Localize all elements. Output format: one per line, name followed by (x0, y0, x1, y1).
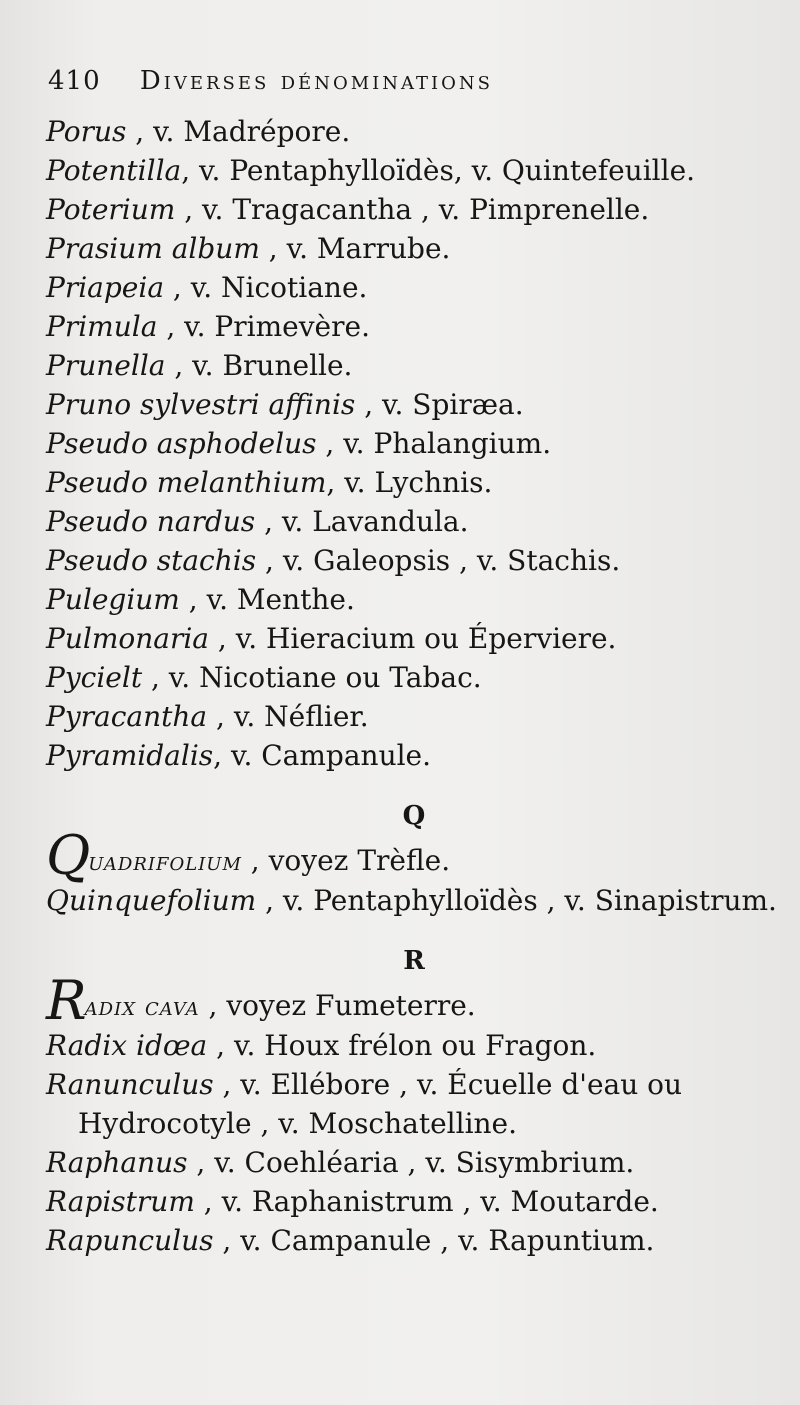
entries-r (46, 1026, 770, 1260)
entry-term: Pseudo stachis (46, 544, 257, 577)
entry-reference: v. Galeopsis , v. Stachis. (282, 544, 621, 577)
index-entry (46, 229, 770, 268)
entry-term: Priapeia (46, 271, 165, 304)
index-entry (46, 268, 770, 307)
index-entry (46, 190, 770, 229)
entry-separator: , (165, 349, 193, 382)
index-entry (46, 1221, 770, 1260)
entry-reference: v. Lychnis. (344, 466, 493, 499)
entry-term: Radix idœa (46, 1029, 208, 1062)
entry-term: Rapunculus (46, 1224, 214, 1257)
entry-separator: , (326, 466, 345, 499)
entries-q (46, 881, 777, 920)
entry-term: Porus (46, 115, 127, 148)
section-heading-q: Q (402, 801, 426, 831)
entry-separator: , (126, 115, 154, 148)
index-entry (46, 881, 777, 920)
entry-term: Pyramidalis (46, 739, 214, 772)
entry-reference: v. Coehléaria , v. Sisymbrium. (214, 1146, 635, 1179)
entry-separator: , (157, 310, 185, 343)
entry-separator: , (255, 505, 282, 538)
entry-separator: , (256, 544, 283, 577)
dropcap-entry-r (46, 969, 770, 1032)
entry-reference: v. Campanule. (230, 739, 432, 772)
entry-reference: v. Tragacantha , v. Pimprenelle. (202, 193, 650, 226)
entry-term: Pruno sylvestri affinis (46, 388, 356, 421)
index-entry (46, 658, 770, 697)
entry-separator: , (207, 700, 234, 733)
index-entry (46, 424, 770, 463)
entry-separator: , (259, 232, 287, 265)
entry-separator: , (213, 1224, 241, 1257)
entry-separator: , (181, 154, 200, 187)
entry-term: Pseudo nardus (46, 505, 256, 538)
page-number: 410 (48, 66, 101, 96)
entry-separator: , (213, 739, 231, 772)
entry-separator: , (213, 1068, 241, 1101)
entry-term: Pulmonaria (46, 622, 209, 655)
entry-separator: , (179, 583, 207, 616)
entry-reference: v. Hieracium ou Éperviere. (235, 622, 617, 655)
entry-separator: , (256, 884, 283, 917)
entry-reference: v. Madrépore. (153, 115, 351, 148)
entry-term: Raphanus (46, 1146, 188, 1179)
index-entry (46, 151, 770, 190)
index-entry (46, 541, 770, 580)
entries-p (46, 112, 770, 775)
entry-reference: v. Raphanistrum , v. Moutarde. (221, 1185, 659, 1218)
entry-separator: , (164, 271, 191, 304)
index-entry (46, 463, 770, 502)
dropcap-entry-text: , voyez Fumeterre. (199, 989, 476, 1022)
entry-separator: , (209, 622, 236, 655)
dropcap-letter: R (46, 969, 87, 1032)
index-entry (46, 736, 770, 775)
entry-separator: , (355, 388, 382, 421)
index-entry (46, 112, 770, 151)
index-entry (46, 502, 770, 541)
index-entry (46, 385, 770, 424)
entry-reference: v. Nicotiane. (190, 271, 368, 304)
entry-separator: , (207, 1029, 234, 1062)
entry-term: Poterium (46, 193, 176, 226)
entry-reference: v. Campanule , v. Rapuntium. (240, 1224, 655, 1257)
entry-term: Prasium album (46, 232, 260, 265)
dropcap-letter: Q (46, 824, 91, 887)
entry-term: Potentilla (46, 154, 182, 187)
entry-reference: v. Pentaphylloïdès, v. Quintefeuille. (199, 154, 696, 187)
index-entry (46, 346, 770, 385)
index-entry (46, 580, 770, 619)
entry-reference: v. Ellébore , v. Écuelle d'eau ou Hydrocotyle , v. Moschatelline. (78, 1068, 683, 1140)
index-entry (46, 1065, 770, 1143)
index-entry (46, 1143, 770, 1182)
entry-reference: v. Pentaphylloïdès , v. Sinapistrum. (282, 884, 777, 917)
entry-reference: v. Lavandula. (281, 505, 469, 538)
index-entry (46, 697, 770, 736)
index-entry (46, 619, 770, 658)
entry-term: Pulegium (46, 583, 180, 616)
entry-term: Pyracantha (46, 700, 208, 733)
entry-reference: v. Nicotiane ou Tabac. (168, 661, 482, 694)
entry-separator: , (194, 1185, 222, 1218)
entry-term: Prunella (46, 349, 166, 382)
running-title: Diverses dénominations (139, 66, 493, 96)
entry-reference: v. Brunelle. (192, 349, 353, 382)
index-entries (46, 112, 777, 1260)
dropcap-word: uadrifolium (88, 847, 242, 876)
dropcap-entry-text: , voyez Trèfle. (241, 844, 451, 877)
entry-separator: , (316, 427, 344, 460)
entry-term: Rapistrum (46, 1185, 195, 1218)
entry-term: Pseudo asphodelus (46, 427, 317, 460)
entry-reference: v. Spiræa. (382, 388, 524, 421)
entry-term: Pycielt (46, 661, 143, 694)
section-heading-r: R (403, 946, 425, 976)
entry-term: Primula (46, 310, 158, 343)
index-entry (46, 307, 770, 346)
entry-reference: v. Phalangium. (343, 427, 552, 460)
entry-term: Pseudo melanthium (46, 466, 327, 499)
index-entry (46, 1182, 770, 1221)
entry-reference: v. Primevère. (184, 310, 370, 343)
entry-reference: v. Menthe. (206, 583, 355, 616)
entry-separator: , (142, 661, 169, 694)
dropcap-entry-q (46, 824, 770, 887)
entry-separator: , (187, 1146, 215, 1179)
entry-reference: v. Néflier. (233, 700, 369, 733)
entry-separator: , (175, 193, 203, 226)
entry-reference: v. Marrube. (286, 232, 451, 265)
index-entry (46, 1026, 770, 1065)
running-header (48, 66, 620, 96)
entry-term: Quinquefolium (46, 884, 257, 917)
dropcap-word: adix cava (84, 992, 200, 1021)
entry-reference: v. Houx frélon ou Fragon. (233, 1029, 597, 1062)
entry-term: Ranunculus (46, 1068, 214, 1101)
